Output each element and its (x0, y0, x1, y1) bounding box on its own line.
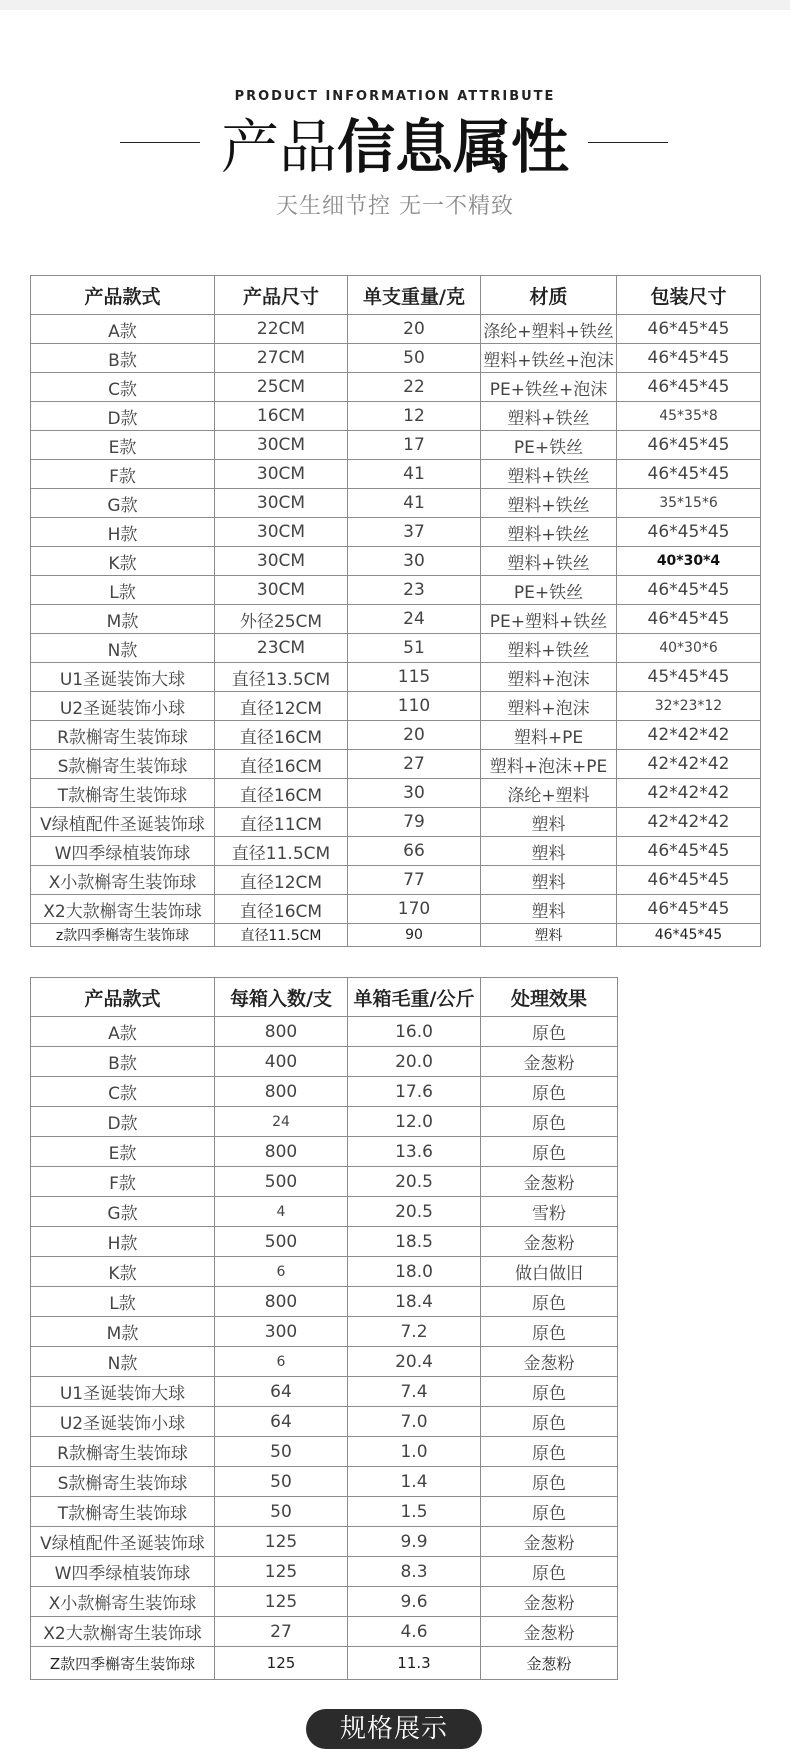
spec-table-row-cell: 42*42*42 (617, 721, 761, 750)
spec-table-row-cell: 30 (348, 547, 481, 576)
packing-table-row (31, 1017, 618, 1047)
spec-table-row-cell: D款 (31, 402, 215, 431)
spec-table-row-cell: 46*45*45 (617, 576, 761, 605)
packing-table-row (31, 1047, 618, 1077)
spec-table-row-cell: 涤纶+塑料 (481, 779, 617, 808)
packing-table-row-cell: 雪粉 (481, 1197, 618, 1227)
spec-table-row-cell: C款 (31, 373, 215, 402)
spec-table-header-row (31, 276, 761, 315)
packing-table-row-cell: 64 (215, 1377, 348, 1407)
packing-table-row (31, 1107, 618, 1137)
spec-table-row-cell: 46*45*45 (617, 431, 761, 460)
spec-table-row-cell: 24 (348, 605, 481, 634)
packing-table-row-cell: K款 (31, 1257, 215, 1287)
spec-table-row-cell: 直径16CM (215, 779, 348, 808)
spec-table-row (31, 460, 761, 489)
spec-table-row-cell: 110 (348, 692, 481, 721)
spec-table-row-cell: R款槲寄生装饰球 (31, 721, 215, 750)
packing-table-row-cell: 4 (215, 1197, 348, 1227)
spec-table-row-cell: M款 (31, 605, 215, 634)
spec-table-row-cell: 27CM (215, 344, 348, 373)
spec-table-row (31, 692, 761, 721)
packing-table-row-cell: 64 (215, 1407, 348, 1437)
packing-table-row-cell: 原色 (481, 1407, 618, 1437)
packing-table-row-cell: 500 (215, 1227, 348, 1257)
spec-table-row (31, 576, 761, 605)
spec-table-row-cell: 直径12CM (215, 692, 348, 721)
packing-table-row-cell: 50 (215, 1437, 348, 1467)
spec-table-row-cell: 17 (348, 431, 481, 460)
packing-table-row-cell: 原色 (481, 1467, 618, 1497)
spec-table-row-cell: 46*45*45 (617, 373, 761, 402)
spec-table-row (31, 373, 761, 402)
packing-table-row-cell: 300 (215, 1317, 348, 1347)
packing-table-row-cell: 7.0 (348, 1407, 481, 1437)
packing-table-row-cell: 9.9 (348, 1527, 481, 1557)
spec-table-row-cell: 77 (348, 866, 481, 895)
spec-table-row-cell: 塑料 (481, 837, 617, 866)
spec-table-row-cell: 塑料+PE (481, 721, 617, 750)
packing-table-row-cell: 16.0 (348, 1017, 481, 1047)
packing-table-row-cell: 800 (215, 1137, 348, 1167)
spec-table-row-cell: 塑料+铁丝 (481, 402, 617, 431)
packing-table-row (31, 1377, 618, 1407)
spec-table-row-cell: F款 (31, 460, 215, 489)
packing-table-row (31, 1077, 618, 1107)
spec-table-row-cell: 直径11CM (215, 808, 348, 837)
top-strip (0, 0, 790, 10)
packing-table-row (31, 1467, 618, 1497)
spec-table-row-cell: 直径12CM (215, 866, 348, 895)
packing-table-row-cell: 18.5 (348, 1227, 481, 1257)
packing-table-row-cell: 9.6 (348, 1587, 481, 1617)
spec-table-row (31, 750, 761, 779)
spec-table-row-cell: 塑料 (481, 895, 617, 924)
packing-table-row (31, 1407, 618, 1437)
packing-table-row-cell: 125 (215, 1527, 348, 1557)
spec-table-row-cell: 外径25CM (215, 605, 348, 634)
spec-table-row-cell: K款 (31, 547, 215, 576)
spec-header-style: 产品款式 (31, 276, 215, 315)
spec-table-row-cell: 30CM (215, 547, 348, 576)
packing-table-row (31, 1137, 618, 1167)
section-title-bold: 信息属性 (337, 113, 570, 181)
packing-table-row (31, 1647, 618, 1680)
spec-table-row (31, 634, 761, 663)
spec-table-row (31, 924, 761, 947)
spec-table-row-cell: 直径16CM (215, 721, 348, 750)
spec-table-row-cell: 直径16CM (215, 750, 348, 779)
packing-table-row-cell: 50 (215, 1467, 348, 1497)
packing-table-row-cell: T款槲寄生装饰球 (31, 1497, 215, 1527)
spec-table-row-cell: 90 (348, 924, 481, 947)
spec-table-row-cell: 直径13.5CM (215, 663, 348, 692)
spec-table-row-cell: 46*45*45 (617, 837, 761, 866)
packing-table-row-cell: X小款槲寄生装饰球 (31, 1587, 215, 1617)
packing-table-row-cell: 18.4 (348, 1287, 481, 1317)
spec-table-row-cell: 46*45*45 (617, 605, 761, 634)
spec-table-row (31, 315, 761, 344)
packing-table-row-cell: 原色 (481, 1317, 618, 1347)
spec-table-row (31, 547, 761, 576)
packing-table-header-row (31, 978, 618, 1017)
spec-header-size: 产品尺寸 (215, 276, 348, 315)
spec-table-row (31, 605, 761, 634)
spec-table-row-cell: T款槲寄生装饰球 (31, 779, 215, 808)
packing-table-row-cell: 原色 (481, 1107, 618, 1137)
spec-table-row-cell: 25CM (215, 373, 348, 402)
spec-table-row-cell: 45*35*8 (617, 402, 761, 431)
packing-table-row-cell: 11.3 (348, 1647, 481, 1680)
spec-table-row-cell: 30CM (215, 431, 348, 460)
packing-table-row-cell: E款 (31, 1137, 215, 1167)
spec-table-row-cell: 46*45*45 (617, 895, 761, 924)
spec-table-row-cell: N款 (31, 634, 215, 663)
spec-table-row-cell: 50 (348, 344, 481, 373)
packing-table-row-cell: 原色 (481, 1497, 618, 1527)
packing-table-row-cell: 800 (215, 1077, 348, 1107)
spec-table-row-cell: 40*30*6 (617, 634, 761, 663)
packing-table-row-cell: 原色 (481, 1287, 618, 1317)
packing-table-row-cell: 125 (215, 1587, 348, 1617)
spec-display-button[interactable]: 规格展示 (306, 1709, 482, 1749)
spec-table-row-cell: 塑料+铁丝 (481, 518, 617, 547)
packing-table-row-cell: 800 (215, 1017, 348, 1047)
spec-table-row-cell: 22CM (215, 315, 348, 344)
spec-table-row-cell: 46*45*45 (617, 924, 761, 947)
packing-table-row-cell: 24 (215, 1107, 348, 1137)
packing-table-row-cell: M款 (31, 1317, 215, 1347)
spec-table-row (31, 518, 761, 547)
packing-table-row-cell: 6 (215, 1257, 348, 1287)
spec-table-row-cell: 170 (348, 895, 481, 924)
packing-table-row (31, 1287, 618, 1317)
spec-table-row-cell: 23 (348, 576, 481, 605)
packing-table-row-cell: 原色 (481, 1077, 618, 1107)
spec-table (30, 275, 761, 947)
spec-table-row-cell: 30CM (215, 576, 348, 605)
packing-table-row-cell: 13.6 (348, 1137, 481, 1167)
spec-table-row (31, 489, 761, 518)
spec-table-row-cell: 27 (348, 750, 481, 779)
packing-table-row-cell: H款 (31, 1227, 215, 1257)
packing-table-row-cell: 原色 (481, 1017, 618, 1047)
spec-table-row-cell: 塑料 (481, 924, 617, 947)
packing-table-row (31, 1227, 618, 1257)
packing-table-row-cell: X2大款槲寄生装饰球 (31, 1617, 215, 1647)
section-eyebrow: PRODUCT INFORMATION ATTRIBUTE (234, 89, 556, 104)
packing-table-row (31, 1317, 618, 1347)
spec-table-row-cell: PE+塑料+铁丝 (481, 605, 617, 634)
packing-table-row-cell: 500 (215, 1167, 348, 1197)
spec-table-row-cell: 46*45*45 (617, 866, 761, 895)
spec-table-row-cell: X小款槲寄生装饰球 (31, 866, 215, 895)
spec-table-row-cell: 46*45*45 (617, 344, 761, 373)
spec-table-row (31, 837, 761, 866)
spec-table-row-cell: 66 (348, 837, 481, 866)
packing-table-row-cell: U2圣诞装饰小球 (31, 1407, 215, 1437)
packing-table-row-cell: 20.0 (348, 1047, 481, 1077)
packing-table-row (31, 1587, 618, 1617)
packing-table-row-cell: 金葱粉 (481, 1167, 618, 1197)
packing-table-row-cell: L款 (31, 1287, 215, 1317)
spec-table-row-cell: V绿植配件圣诞装饰球 (31, 808, 215, 837)
packing-table-row-cell: V绿植配件圣诞装饰球 (31, 1527, 215, 1557)
packing-table-row (31, 1497, 618, 1527)
spec-table-row-cell: 30CM (215, 460, 348, 489)
packing-table-row-cell: 金葱粉 (481, 1527, 618, 1557)
spec-table-row-cell: S款槲寄生装饰球 (31, 750, 215, 779)
packing-table-row-cell: 12.0 (348, 1107, 481, 1137)
packing-table-row-cell: G款 (31, 1197, 215, 1227)
spec-table-row-cell: U2圣诞装饰小球 (31, 692, 215, 721)
packing-table-row-cell: 7.4 (348, 1377, 481, 1407)
section-title-light: 产品 (220, 113, 337, 181)
packing-table-row-cell: 1.4 (348, 1467, 481, 1497)
packing-table-row-cell: A款 (31, 1017, 215, 1047)
spec-table-row-cell: 20 (348, 721, 481, 750)
spec-table-row-cell: 22 (348, 373, 481, 402)
spec-table-row-cell: PE+铁丝 (481, 576, 617, 605)
packing-table-row-cell: 1.0 (348, 1437, 481, 1467)
spec-table-row-cell: 直径11.5CM (215, 837, 348, 866)
spec-table-row (31, 779, 761, 808)
packing-table-row-cell: 20.5 (348, 1197, 481, 1227)
packing-table-row-cell: F款 (31, 1167, 215, 1197)
packing-table-row-cell: C款 (31, 1077, 215, 1107)
spec-table-row-cell: 46*45*45 (617, 315, 761, 344)
packing-table-row-cell: 50 (215, 1497, 348, 1527)
packing-table-row-cell: 20.4 (348, 1347, 481, 1377)
packing-table-row-cell: 1.5 (348, 1497, 481, 1527)
packing-header-qty: 每箱入数/支 (215, 978, 348, 1017)
spec-table-row-cell: 46*45*45 (617, 460, 761, 489)
packing-table-row-cell: R款槲寄生装饰球 (31, 1437, 215, 1467)
spec-table-row (31, 344, 761, 373)
spec-table-row (31, 431, 761, 460)
spec-table-row-cell: 塑料+铁丝+泡沫 (481, 344, 617, 373)
spec-table-row-cell: 41 (348, 489, 481, 518)
spec-table-row-cell: 37 (348, 518, 481, 547)
packing-table-row-cell: U1圣诞装饰大球 (31, 1377, 215, 1407)
packing-table-row-cell: 20.5 (348, 1167, 481, 1197)
packing-table-row-cell: 125 (215, 1647, 348, 1680)
packing-table-row-cell: 4.6 (348, 1617, 481, 1647)
spec-table-row-cell: E款 (31, 431, 215, 460)
packing-table-row-cell: 6 (215, 1347, 348, 1377)
packing-table-row-cell: 17.6 (348, 1077, 481, 1107)
spec-header-material: 材质 (481, 276, 617, 315)
packing-header-finish: 处理效果 (481, 978, 618, 1017)
packing-table-row (31, 1197, 618, 1227)
spec-table-row-cell: 42*42*42 (617, 779, 761, 808)
spec-table-row-cell: 30CM (215, 489, 348, 518)
section-title (0, 112, 790, 182)
packing-table-row-cell: 27 (215, 1617, 348, 1647)
spec-table-row-cell: 塑料+泡沫 (481, 663, 617, 692)
packing-table-row-cell: 金葱粉 (481, 1647, 618, 1680)
packing-table-row-cell: N款 (31, 1347, 215, 1377)
packing-table-row-cell: 原色 (481, 1137, 618, 1167)
section-title-row (0, 112, 790, 182)
spec-table-row-cell: 塑料+铁丝 (481, 547, 617, 576)
spec-header-weight: 单支重量/克 (348, 276, 481, 315)
packing-table-row-cell: 800 (215, 1287, 348, 1317)
packing-table-row-cell: B款 (31, 1047, 215, 1077)
section-subtitle: 天生细节控 无一不精致 (276, 194, 514, 219)
spec-table-row-cell: z款四季槲寄生装饰球 (31, 924, 215, 947)
spec-table-row-cell: 直径16CM (215, 895, 348, 924)
title-divider-right (588, 142, 668, 143)
spec-table-row-cell: 32*23*12 (617, 692, 761, 721)
packing-table-row (31, 1617, 618, 1647)
spec-table-row (31, 808, 761, 837)
packing-table-row-cell: 8.3 (348, 1557, 481, 1587)
packing-table-row (31, 1557, 618, 1587)
spec-table-row-cell: 115 (348, 663, 481, 692)
packing-table-row-cell: 原色 (481, 1437, 618, 1467)
spec-table-row-cell: 40*30*4 (617, 547, 761, 576)
packing-table-row-cell: 18.0 (348, 1257, 481, 1287)
spec-table-row (31, 866, 761, 895)
spec-table-row-cell: G款 (31, 489, 215, 518)
packing-table-row-cell: 金葱粉 (481, 1227, 618, 1257)
spec-table-row-cell: 塑料+泡沫 (481, 692, 617, 721)
spec-table-row-cell: 20 (348, 315, 481, 344)
spec-table-row-cell: PE+铁丝+泡沫 (481, 373, 617, 402)
spec-table-row-cell: X2大款槲寄生装饰球 (31, 895, 215, 924)
packing-table-row-cell: 金葱粉 (481, 1347, 618, 1377)
spec-table-row-cell: 塑料+泡沫+PE (481, 750, 617, 779)
packing-table-row-cell: 7.2 (348, 1317, 481, 1347)
spec-table-row-cell: 51 (348, 634, 481, 663)
spec-table-row-cell: L款 (31, 576, 215, 605)
spec-table-row (31, 895, 761, 924)
packing-table-row-cell: 金葱粉 (481, 1047, 618, 1077)
spec-header-package: 包装尺寸 (617, 276, 761, 315)
packing-table-row (31, 1347, 618, 1377)
spec-table-row-cell: 42*42*42 (617, 808, 761, 837)
spec-table-row-cell: 79 (348, 808, 481, 837)
packing-table-row (31, 1437, 618, 1467)
spec-table-row-cell: 塑料+铁丝 (481, 489, 617, 518)
packing-table-row-cell: 金葱粉 (481, 1617, 618, 1647)
spec-table-row-cell: 16CM (215, 402, 348, 431)
spec-table-row-cell: 塑料+铁丝 (481, 460, 617, 489)
spec-table-row-cell: 涤纶+塑料+铁丝 (481, 315, 617, 344)
spec-table-row-cell: 35*15*6 (617, 489, 761, 518)
spec-table-row-cell: 42*42*42 (617, 750, 761, 779)
packing-table-row-cell: W四季绿植装饰球 (31, 1557, 215, 1587)
spec-table-row-cell: 30 (348, 779, 481, 808)
spec-table-row-cell: 41 (348, 460, 481, 489)
spec-table-row-cell: 塑料 (481, 808, 617, 837)
packing-header-weight: 单箱毛重/公斤 (348, 978, 481, 1017)
spec-table-row (31, 663, 761, 692)
packing-table (30, 977, 618, 1680)
packing-header-style: 产品款式 (31, 978, 215, 1017)
packing-table-row (31, 1527, 618, 1557)
spec-table-row-cell: 23CM (215, 634, 348, 663)
packing-table-row (31, 1167, 618, 1197)
packing-table-row-cell: S款槲寄生装饰球 (31, 1467, 215, 1497)
spec-table-row-cell: 45*45*45 (617, 663, 761, 692)
packing-table-row-cell: D款 (31, 1107, 215, 1137)
spec-table-row-cell: 塑料 (481, 866, 617, 895)
spec-table-row-cell: 30CM (215, 518, 348, 547)
spec-table-row-cell: 46*45*45 (617, 518, 761, 547)
spec-table-row-cell: A款 (31, 315, 215, 344)
packing-table-row-cell: 125 (215, 1557, 348, 1587)
spec-table-row (31, 721, 761, 750)
packing-table-row-cell: 400 (215, 1047, 348, 1077)
packing-table-row-cell: Z款四季槲寄生装饰球 (31, 1647, 215, 1680)
packing-table-row-cell: 原色 (481, 1557, 618, 1587)
spec-table-row-cell: B款 (31, 344, 215, 373)
packing-table-row-cell: 原色 (481, 1377, 618, 1407)
packing-table-row (31, 1257, 618, 1287)
spec-table-row-cell: 塑料+铁丝 (481, 634, 617, 663)
spec-table-row-cell: H款 (31, 518, 215, 547)
spec-table-row-cell: W四季绿植装饰球 (31, 837, 215, 866)
spec-table-row-cell: U1圣诞装饰大球 (31, 663, 215, 692)
spec-table-row (31, 402, 761, 431)
spec-table-row-cell: PE+铁丝 (481, 431, 617, 460)
spec-table-row-cell: 直径11.5CM (215, 924, 348, 947)
packing-table-row-cell: 做白做旧 (481, 1257, 618, 1287)
spec-table-row-cell: 12 (348, 402, 481, 431)
packing-table-row-cell: 金葱粉 (481, 1587, 618, 1617)
